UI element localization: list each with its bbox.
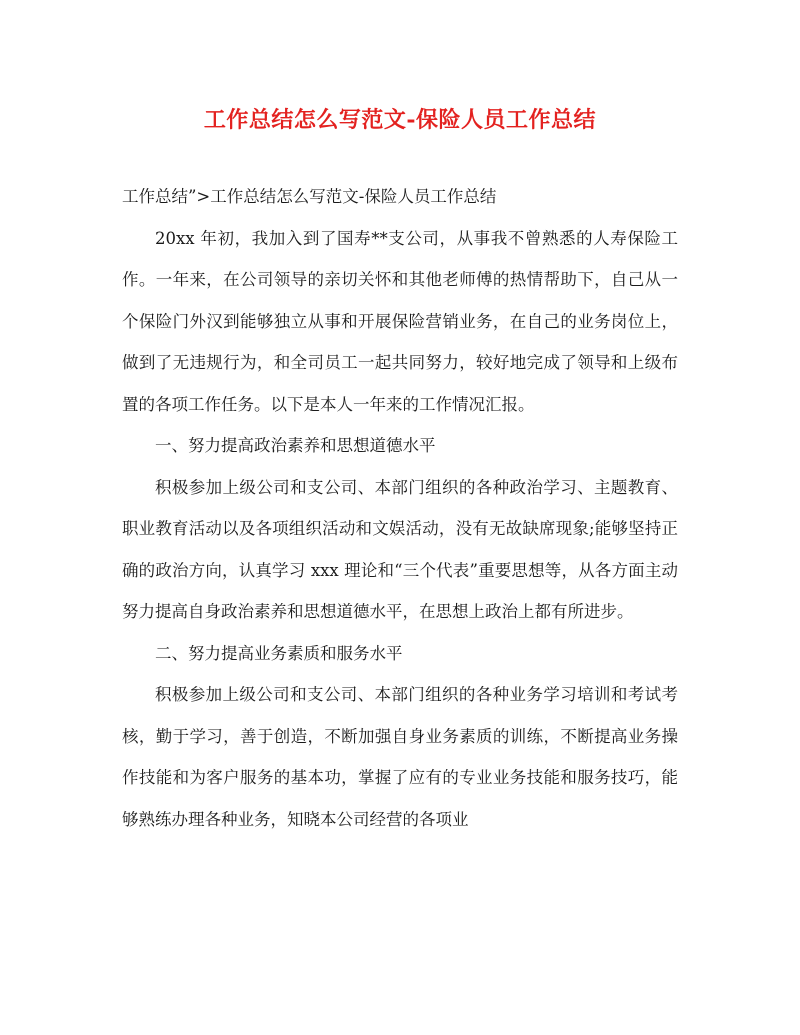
intro-paragraph: 20xx 年初，我加入到了国寿**支公司，从事我不曾熟悉的人寿保险工作。一年来，在公司领导的亲切关怀和其他老师傅的热情帮助下，自己从一个保险门外汉到能够独立从事和开展保险营销业务，在自己的业务岗位上，做到了无违规行为，和全司员工一起共同努力，较好地完成了领导和上级布置的各项工作任务。以下是本人一年来的工作情况汇报。: [122, 228, 678, 414]
breadcrumb-paragraph: 工作总结”>工作总结怎么写范文-保险人员工作总结: [122, 187, 497, 206]
document-body: [122, 176, 678, 840]
section-1-paragraph: 积极参加上级公司和支公司、本部门组织的各种政治学习、主题教育、职业教育活动以及各项组织活动和文娱活动，没有无故缺席现象;能够坚持正确的政治方向，认真学习 xxx 理论和“三个代表”重要思想等，从各方面主动努力提高自身政治素养和思想道德水平，在思想上政治上都有所进步。: [122, 477, 678, 621]
document-title: 工作总结怎么写范文-保险人员工作总结: [203, 107, 597, 133]
section-2-paragraph: 积极参加上级公司和支公司、本部门组织的各种业务学习培训和考试考核，勤于学习，善于创造，不断加强自身业务素质的训练，不断提高业务操作技能和为客户服务的基本功，掌握了应有的专业业务技能和服务技巧，能够熟练办理各种业务，知晓本公司经营的各项业: [122, 685, 678, 829]
section-heading-2: 二、努力提高业务素质和服务水平: [155, 643, 403, 663]
section-heading-1: 一、努力提高政治素养和思想道德水平: [155, 436, 436, 455]
